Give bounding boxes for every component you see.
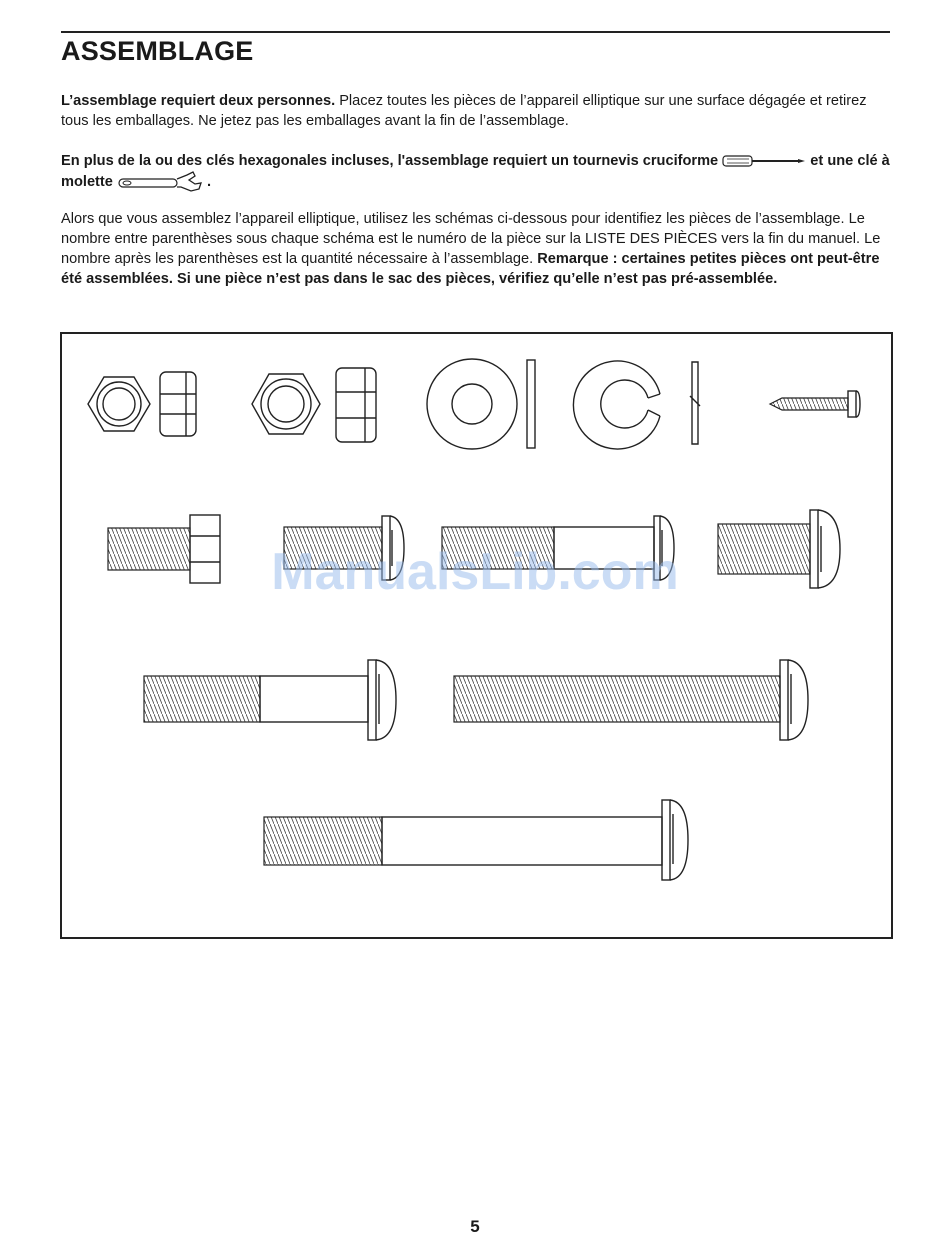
screwdriver-icon	[722, 154, 806, 168]
screw	[770, 391, 860, 417]
page-number: 5	[470, 1217, 480, 1236]
split-washer	[573, 361, 700, 449]
tools-paragraph	[61, 151, 891, 193]
parts-diagram-box	[60, 332, 893, 939]
shoulder-bolt-long	[144, 660, 396, 740]
tools-text-c: .	[207, 173, 212, 190]
button-bolt-wide	[718, 510, 840, 588]
button-bolt-short	[284, 516, 404, 580]
header-rule	[61, 31, 890, 33]
diagram-instructions	[61, 209, 891, 289]
page-title: ASSEMBLAGE	[61, 36, 254, 66]
flat-washer	[427, 359, 535, 449]
intro-paragraph	[61, 91, 891, 131]
tools-text-a: En plus de la ou des clés hexagonales incluses, l'assemblage requiert un tournevis cruciforme	[61, 153, 719, 169]
remark-text: Remarque : certaines petites pièces ont peut-être été assemblées. Si une pièce n’est pas dans le sac des pièces, vérifiez qu’elle n’est pas pré-assemblée.	[61, 251, 880, 287]
locknut-small	[88, 372, 196, 436]
hex-bolt	[108, 515, 220, 583]
parts-diagram	[62, 334, 891, 937]
intro-rest: Placez toutes les pièces de l’appareil elliptique sur une surface dégagée et retirez tous les emballages. Ne jetez pas les emballages avant la fin de l’assemblage.	[61, 93, 867, 129]
watermark: ManualsLib.com	[271, 543, 679, 601]
shoulder-bolt-extra-long	[264, 800, 688, 880]
shoulder-bolt-medium	[442, 516, 674, 580]
fully-threaded-bolt	[454, 660, 808, 740]
locknut-large	[252, 368, 376, 442]
adjustable-wrench-icon	[117, 171, 203, 193]
tools-text-b: et une clé à molette	[61, 153, 890, 190]
instructions-text: Alors que vous assemblez l’appareil elliptique, utilisez les schémas ci-dessous pour identifiez les pièces de l’assemblage. Le nombre entre parenthèses sous chaque schéma est le numéro de la pièce sur la LISTE DES PIÈCES vers la fin du manuel. Le nombre après les parenthèses est la quantité nécessaire à l’assemblage.	[61, 211, 881, 267]
intro-bold: L’assemblage requiert deux personnes.	[61, 93, 336, 109]
